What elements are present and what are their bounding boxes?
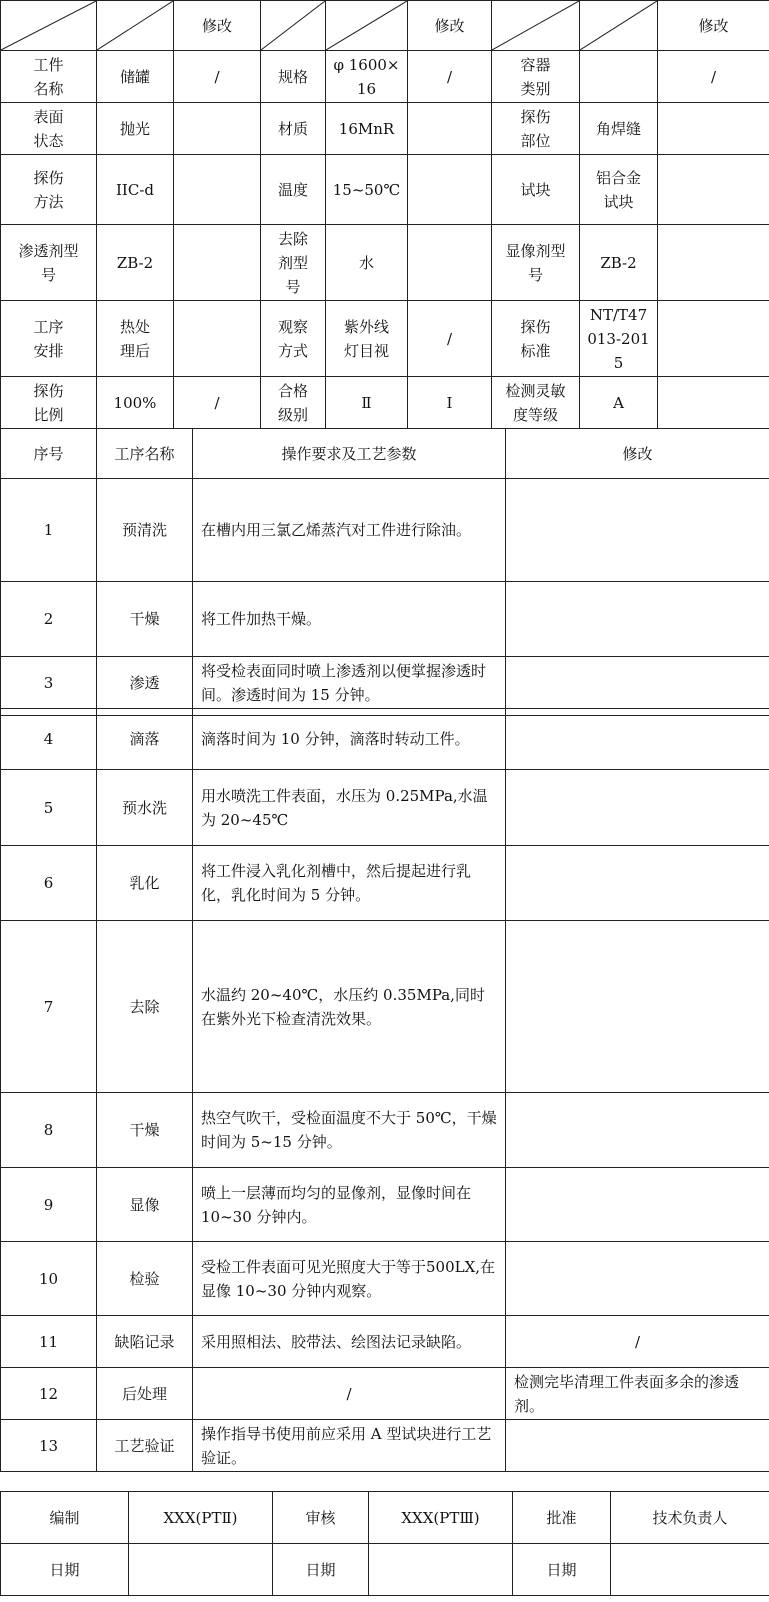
step-number: 13 <box>1 1420 97 1472</box>
diagonal-cell <box>97 1 174 51</box>
step-requirement: 将受检表面同时喷上渗透剂以便掌握渗透时间。渗透时间为 15 分钟。 <box>193 657 506 709</box>
step-name: 预水洗 <box>97 770 193 846</box>
modify-label: 修改 <box>174 1 261 51</box>
field-value: 水 <box>326 225 408 301</box>
field-value: 16MnR <box>326 103 408 155</box>
step-requirement: 水温约 20~40℃，水压约 0.35MPa,同时在紫外光下检查清洗效果。 <box>193 921 506 1093</box>
header-row <box>1 155 769 225</box>
date-value <box>369 1544 513 1596</box>
step-number: 4 <box>1 709 97 770</box>
field-label: 探伤 比例 <box>1 377 97 429</box>
field-extra: Ⅰ <box>408 377 492 429</box>
process-table <box>0 428 769 1472</box>
header-row <box>1 377 769 429</box>
approve-label: 批准 <box>513 1492 611 1544</box>
col-header-requirement: 操作要求及工艺参数 <box>193 429 506 479</box>
step-modify <box>506 770 769 846</box>
step-number: 11 <box>1 1316 97 1368</box>
field-extra <box>408 225 492 301</box>
step-modify <box>506 1242 769 1316</box>
process-header-row <box>1 429 769 479</box>
step-name: 预清洗 <box>97 479 193 582</box>
header-row <box>1 51 769 103</box>
step-requirement: 操作指导书使用前应采用 A 型试块进行工艺验证。 <box>193 1420 506 1472</box>
field-extra <box>658 301 769 377</box>
field-label: 工件 名称 <box>1 51 97 103</box>
field-extra <box>658 225 769 301</box>
field-extra <box>658 103 769 155</box>
compile-label: 编制 <box>1 1492 129 1544</box>
field-extra <box>174 103 261 155</box>
field-extra <box>174 225 261 301</box>
field-extra <box>408 155 492 225</box>
field-extra <box>174 301 261 377</box>
step-modify: / <box>506 1316 769 1368</box>
signature-table <box>0 1491 769 1596</box>
field-value: 100% <box>97 377 174 429</box>
step-number: 2 <box>1 582 97 657</box>
field-label: 容器 类别 <box>492 51 580 103</box>
field-label: 试块 <box>492 155 580 225</box>
header-table <box>0 0 769 429</box>
compile-value: XXX(PTⅡ) <box>129 1492 273 1544</box>
modify-label: 修改 <box>408 1 492 51</box>
modify-label: 修改 <box>658 1 769 51</box>
step-modify <box>506 1420 769 1472</box>
step-name: 缺陷记录 <box>97 1316 193 1368</box>
field-extra <box>174 155 261 225</box>
step-number: 6 <box>1 846 97 921</box>
process-row <box>1 582 769 657</box>
col-header-modify: 修改 <box>506 429 769 479</box>
step-requirement: 在槽内用三氯乙烯蒸汽对工件进行除油。 <box>193 479 506 582</box>
field-label: 规格 <box>261 51 326 103</box>
diagonal-cell <box>1 1 97 51</box>
process-row <box>1 1420 769 1472</box>
step-number: 12 <box>1 1368 97 1420</box>
date-row <box>1 1544 769 1596</box>
review-value: XXX(PTⅢ) <box>369 1492 513 1544</box>
field-value: φ 1600× 16 <box>326 51 408 103</box>
step-name: 显像 <box>97 1168 193 1242</box>
step-requirement: 受检工件表面可见光照度大于等于500LX,在显像 10~30 分钟内观察。 <box>193 1242 506 1316</box>
field-label: 检测灵敏 度等级 <box>492 377 580 429</box>
step-modify <box>506 1093 769 1168</box>
signature-row <box>1 1492 769 1544</box>
review-label: 审核 <box>273 1492 369 1544</box>
field-value: ZB-2 <box>580 225 658 301</box>
field-value: 15~50℃ <box>326 155 408 225</box>
diagonal-cell <box>492 1 580 51</box>
date-value <box>611 1544 769 1596</box>
step-number: 10 <box>1 1242 97 1316</box>
process-row <box>1 770 769 846</box>
step-name: 渗透 <box>97 657 193 709</box>
step-requirement: 采用照相法、胶带法、绘图法记录缺陷。 <box>193 1316 506 1368</box>
field-label: 显像剂型 号 <box>492 225 580 301</box>
field-extra: / <box>408 51 492 103</box>
step-name: 干燥 <box>97 582 193 657</box>
date-value <box>129 1544 273 1596</box>
step-name: 干燥 <box>97 1093 193 1168</box>
field-value: 紫外线 灯目视 <box>326 301 408 377</box>
step-number: 8 <box>1 1093 97 1168</box>
diagonal-cell <box>326 1 408 51</box>
field-extra <box>408 103 492 155</box>
field-value: 储罐 <box>97 51 174 103</box>
date-label: 日期 <box>273 1544 369 1596</box>
process-row <box>1 709 769 770</box>
process-row <box>1 1242 769 1316</box>
step-modify <box>506 479 769 582</box>
process-row <box>1 657 769 709</box>
header-row <box>1 103 769 155</box>
field-label: 去除 剂型 号 <box>261 225 326 301</box>
field-extra: / <box>658 51 769 103</box>
step-name: 工艺验证 <box>97 1420 193 1472</box>
diagonal-cell <box>261 1 326 51</box>
step-number: 5 <box>1 770 97 846</box>
step-requirement: / <box>193 1368 506 1420</box>
double-line-separator <box>0 715 769 716</box>
diagonal-cell <box>580 1 658 51</box>
field-value: NT/T47 013-201 5 <box>580 301 658 377</box>
field-extra <box>658 377 769 429</box>
field-value: ZB-2 <box>97 225 174 301</box>
step-requirement: 喷上一层薄而均匀的显像剂，显像时间在 10~30 分钟内。 <box>193 1168 506 1242</box>
step-name: 乳化 <box>97 846 193 921</box>
step-number: 7 <box>1 921 97 1093</box>
process-row <box>1 846 769 921</box>
step-requirement: 用水喷洗工件表面，水压为 0.25MPa,水温为 20~45℃ <box>193 770 506 846</box>
process-row <box>1 921 769 1093</box>
step-requirement: 将工件加热干燥。 <box>193 582 506 657</box>
field-label: 材质 <box>261 103 326 155</box>
col-header-name: 工序名称 <box>97 429 193 479</box>
date-label: 日期 <box>513 1544 611 1596</box>
header-row <box>1 225 769 301</box>
field-value <box>580 51 658 103</box>
field-label: 合格 级别 <box>261 377 326 429</box>
process-row <box>1 1168 769 1242</box>
field-extra <box>658 155 769 225</box>
field-label: 渗透剂型 号 <box>1 225 97 301</box>
field-extra: / <box>174 51 261 103</box>
field-value: 热处 理后 <box>97 301 174 377</box>
field-value: 铝合金 试块 <box>580 155 658 225</box>
step-name: 检验 <box>97 1242 193 1316</box>
field-label: 观察 方式 <box>261 301 326 377</box>
step-requirement: 将工件浸入乳化剂槽中，然后提起进行乳化，乳化时间为 5 分钟。 <box>193 846 506 921</box>
step-number: 3 <box>1 657 97 709</box>
step-modify <box>506 846 769 921</box>
step-modify <box>506 582 769 657</box>
process-row <box>1 479 769 582</box>
header-modify-row <box>1 1 769 51</box>
field-value: 角焊缝 <box>580 103 658 155</box>
field-label: 工序 安排 <box>1 301 97 377</box>
field-label: 温度 <box>261 155 326 225</box>
step-number: 9 <box>1 1168 97 1242</box>
process-row <box>1 1368 769 1420</box>
step-modify: 检测完毕清理工件表面多余的渗透剂。 <box>506 1368 769 1420</box>
col-header-seq: 序号 <box>1 429 97 479</box>
step-modify <box>506 657 769 709</box>
approve-value: 技术负责人 <box>611 1492 769 1544</box>
step-requirement: 热空气吹干，受检面温度不大于 50℃，干燥时间为 5~15 分钟。 <box>193 1093 506 1168</box>
step-name: 后处理 <box>97 1368 193 1420</box>
process-row <box>1 1316 769 1368</box>
step-requirement: 滴落时间为 10 分钟，滴落时转动工件。 <box>193 709 506 770</box>
header-row <box>1 301 769 377</box>
step-name: 滴落 <box>97 709 193 770</box>
date-label: 日期 <box>1 1544 129 1596</box>
step-number: 1 <box>1 479 97 582</box>
step-modify <box>506 709 769 770</box>
step-name: 去除 <box>97 921 193 1093</box>
field-label: 探伤 部位 <box>492 103 580 155</box>
field-value: Ⅱ <box>326 377 408 429</box>
field-value: 抛光 <box>97 103 174 155</box>
field-label: 探伤 标准 <box>492 301 580 377</box>
process-body <box>1 429 769 1472</box>
field-value: A <box>580 377 658 429</box>
field-extra: / <box>408 301 492 377</box>
field-label: 探伤 方法 <box>1 155 97 225</box>
process-row <box>1 1093 769 1168</box>
field-value: IIC-d <box>97 155 174 225</box>
step-modify <box>506 921 769 1093</box>
field-extra: / <box>174 377 261 429</box>
field-label: 表面 状态 <box>1 103 97 155</box>
step-modify <box>506 1168 769 1242</box>
